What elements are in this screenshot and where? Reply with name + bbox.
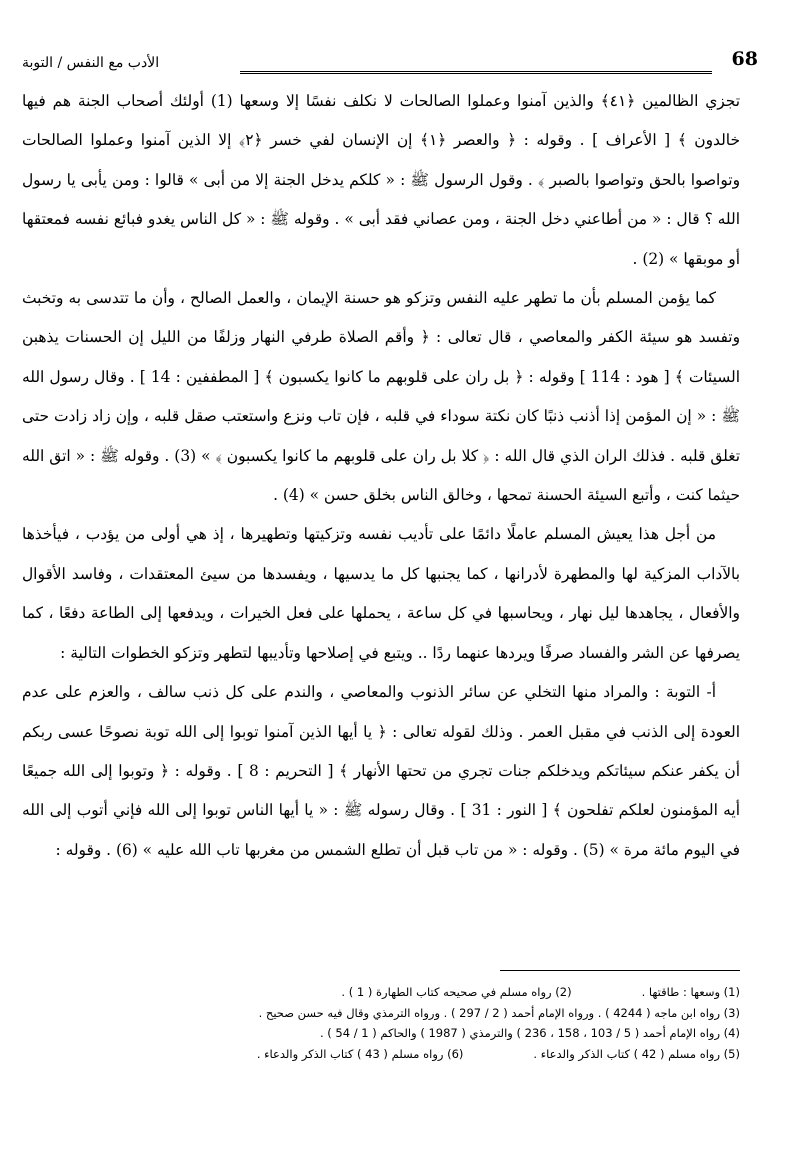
header-rule — [240, 71, 712, 74]
book-page — [22, 44, 758, 1134]
footnote-3: (3) رواه ابن ماجه ( 4244 ) . ورواه الإمام أحمد ( 2 / 297 ) . ورواه الترمذي وقال فيه حسن صحيح . — [258, 1005, 740, 1020]
running-title: الأدب مع النفس / التوبة — [22, 55, 160, 71]
page-number: 68 — [731, 48, 758, 70]
footnote-6: (6) رواه مسلم ( 43 ) كتاب الذكر والدعاء . — [256, 1046, 464, 1061]
body-text — [22, 82, 740, 870]
footnote-row — [22, 1044, 740, 1065]
footnotes — [22, 982, 740, 1064]
footnote-row — [22, 1023, 740, 1044]
footnote-5: (5) رواه مسلم ( 42 ) كتاب الذكر والدعاء . — [533, 1046, 740, 1061]
footnote-1: (1) وسعها : طاقتها . — [641, 985, 740, 999]
paragraph: من أجل هذا يعيش المسلم عاملًا دائمًا على تأديب نفسه وتزكيتها وتطهيرها ، إذ هي أولى من يؤدب ، فيأخذها بالآداب المزكية لها والمطهرة لأدرانها ، كما يجنبها كل ما يدسيها ، ويفسدها من سيئ المعتقدات ، وفاسد الأقوال والأفعال ، يجاهدها ليل نهار ، ويحاسبها في كل ساعة ، يحملها على فعل الخيرات ، ويدفعها إلى الطاعة دفعًا ، كما يصرفها عن الشر والفساد صرفًا ويردها عنهما ردًا .. ويتبع في إصلاحها وتأديبها لتطهر وتزكو الخطوات التالية : — [22, 525, 740, 662]
footnote-2: (2) رواه مسلم في صحيحه كتاب الطهارة ( 1 ) . — [341, 985, 572, 999]
paragraph: أ- التوبة : والمراد منها التخلي عن سائر الذنوب والمعاصي ، والندم على كل ذنب سالف ، والعزم على عدم العودة إلى الذنب في مقبل العمر . وذلك لقوله تعالى : ﴿ يا أيها الذين آمنوا توبوا إلى الله توبة نصوحًا عسى ربكم أن يكفر عنكم سيئاتكم ويدخلكم جنات تجري من تحتها الأنهار ﴾ [ التحريم : 8 ] . وقوله : ﴿ وتوبوا إلى الله جميعًا أيه المؤمنون لعلكم تفلحون ﴾ [ النور : 31 ] . وقال رسوله ﷺ : « يا أيها الناس توبوا إلى الله فإني أتوب إلى الله في اليوم مائة مرة » (5) . وقوله : « من تاب قبل أن تطلع الشمس من مغربها تاب الله عليه » (6) . وقوله : — [22, 683, 740, 859]
footnote-row — [22, 1003, 740, 1024]
page-header — [22, 44, 758, 80]
footnote-4: (4) رواه الإمام أحمد ( 5 / 103 ، 158 ، 236 ) والترمذي ( 1987 ) والحاكم ( 1 / 54 ) . — [319, 1026, 740, 1040]
paragraph: تجزي الظالمين ﴿٤١﴾ والذين آمنوا وعملوا الصالحات لا نكلف نفسًا إلا وسعها (1) أولئك أصحاب الجنة هم فيها خالدون ﴾ [ الأعراف ] . وقوله : ﴿ والعصر ﴿١﴾ إن الإنسان لفي خسر ﴿٢﴾ إلا الذين آمنوا وعملوا الصالحات وتواصوا بالحق وتواصوا بالصبر ﴾ . وقول الرسول ﷺ : « كلكم يدخل الجنة إلا من أبى » قالوا : ومن يأبى يا رسول الله ؟ قال : « من أطاعني دخل الجنة ، ومن عصاني فقد أبى » . وقوله ﷺ : « كل الناس يغدو فبائع نفسه فمعتقها أو موبقها » (2) . — [22, 92, 740, 268]
footnote-rule — [500, 970, 740, 971]
footnote-row — [22, 982, 740, 1003]
paragraph: كما يؤمن المسلم بأن ما تطهر عليه النفس وتزكو هو حسنة الإيمان ، والعمل الصالح ، وأن ما تتدسى به وتخبث وتفسد هو سيئة الكفر والمعاصي ، قال تعالى : ﴿ وأقم الصلاة طرفي النهار وزلفًا من الليل إن الحسنات يذهبن السيئات ﴾ [ هود : 114 ] وقوله : ﴿ بل ران على قلوبهم ما كانوا يكسبون ﴾ [ المطففين : 14 ] . وقال رسول الله ﷺ : « إن المؤمن إذا أذنب ذنبًا كان نكتة سوداء في قلبه ، فإن تاب ونزع واستعتب صقل قلبه ، وإن زاد زادت حتى تغلق قلبه . فذلك الران الذي قال الله : ﴿ كلا بل ران على قلوبهم ما كانوا يكسبون ﴾ » (3) . وقوله ﷺ : « اتق الله حيثما كنت ، وأتبع السيئة الحسنة تمحها ، وخالق الناس بخلق حسن » (4) . — [22, 289, 740, 505]
